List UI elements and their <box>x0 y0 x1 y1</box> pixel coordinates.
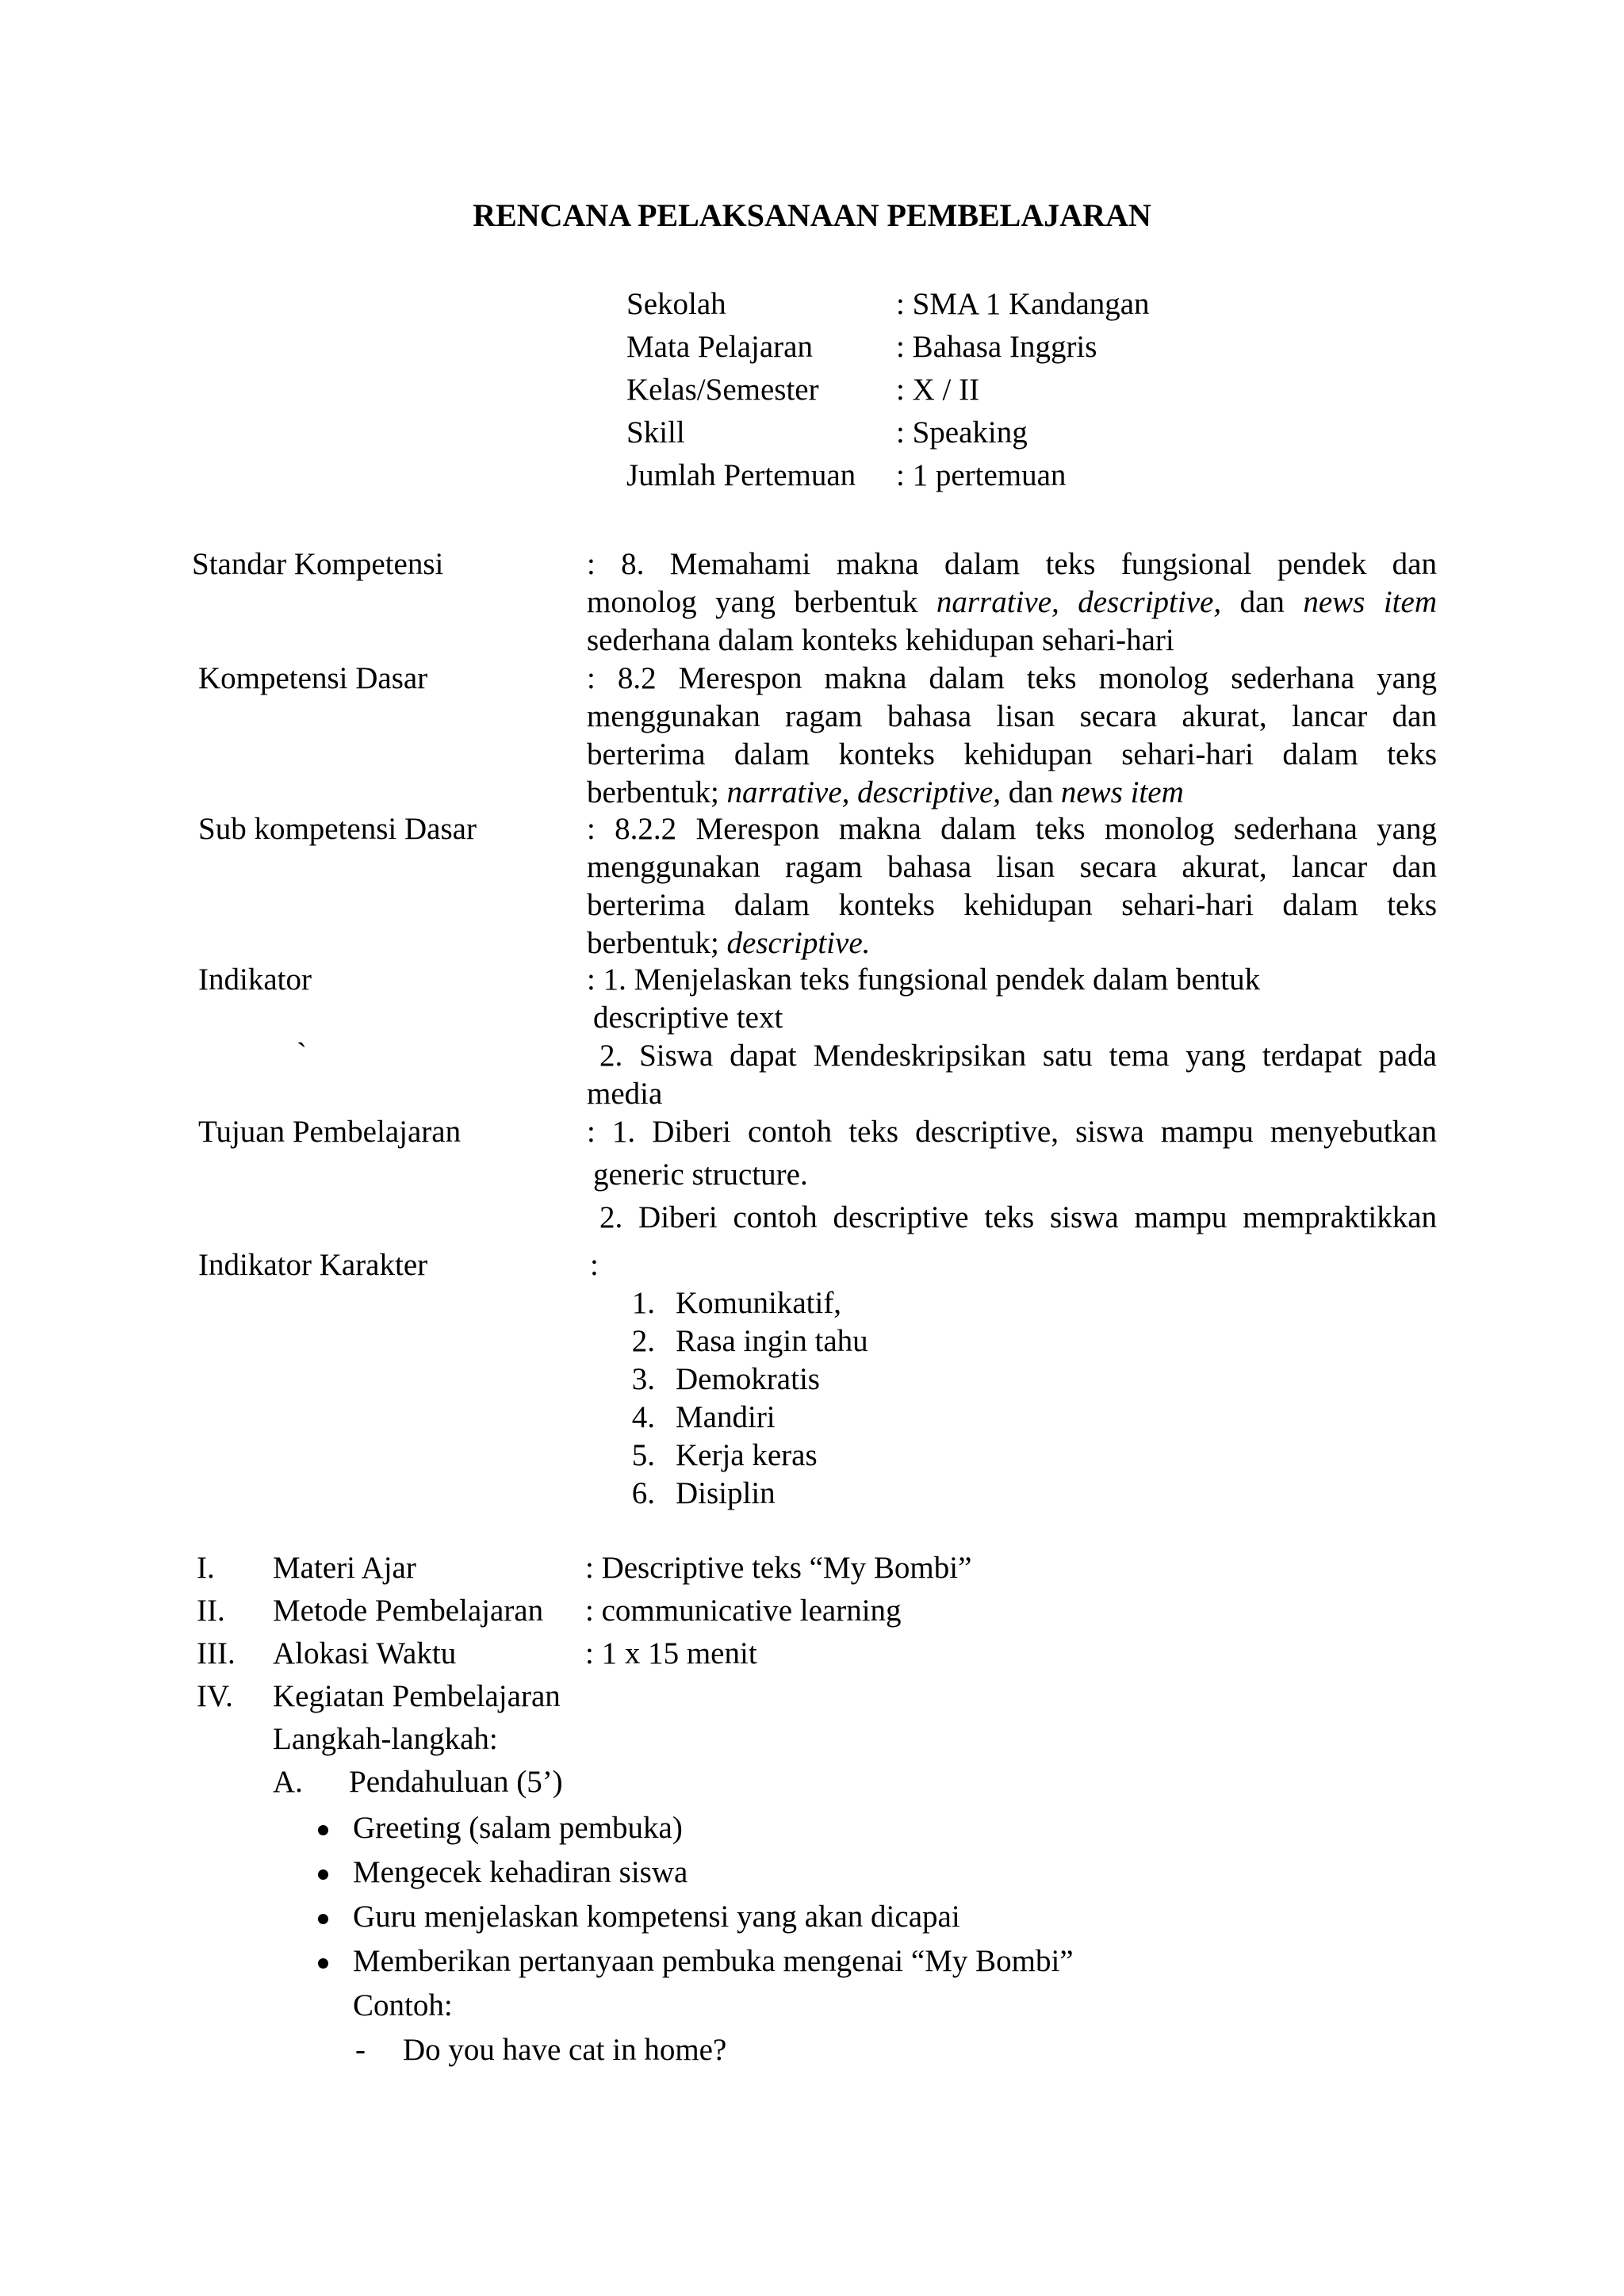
bullet-icon <box>318 1825 328 1835</box>
pendahuluan-letter: A. <box>273 1765 303 1799</box>
list-number: 5. <box>631 1438 655 1472</box>
italic-span: news item <box>1303 585 1437 619</box>
kompetensi-dasar-text <box>587 660 1437 812</box>
list-number: 2. <box>631 1324 655 1358</box>
info-value: : SMA 1 Kandangan <box>896 287 1150 321</box>
text-line: : 1. Diberi contoh teks descriptive, siswa mampu menyebutkan <box>587 1115 1437 1149</box>
section-alokasi-waktu <box>197 1635 1545 1678</box>
pendahuluan-heading: Pendahuluan (5’) <box>349 1765 563 1799</box>
info-value: : Bahasa Inggris <box>896 330 1097 364</box>
section-title: Materi Ajar <box>273 1551 416 1585</box>
info-label: Skill <box>626 415 685 450</box>
sub-kompetensi-text <box>587 810 1437 962</box>
text-line: 2. Siswa dapat Mendeskripsikan satu tema yang terdapat pada <box>599 1039 1437 1073</box>
info-value: : X / II <box>896 373 980 407</box>
italic-span: descriptive. <box>726 926 871 960</box>
text-line <box>587 774 1437 812</box>
bullet-icon <box>318 1958 328 1969</box>
karakter-colon: : <box>590 1248 599 1282</box>
list-item <box>603 1284 920 1322</box>
section-value: : 1 x 15 menit <box>585 1636 757 1670</box>
italic-span: news item <box>1060 775 1184 809</box>
example-question: Do you have cat in home? <box>403 2033 727 2067</box>
list-item <box>603 1360 920 1399</box>
tujuan-label: Tujuan Pembelajaran <box>198 1115 462 1149</box>
list-text: Disiplin <box>676 1476 776 1510</box>
backtick-mark: ` <box>297 1037 307 1071</box>
list-item <box>603 1437 920 1475</box>
info-label: Mata Pelajaran <box>626 330 813 364</box>
section-number: IV. <box>197 1679 233 1713</box>
bullet-text: Greeting (salam pembuka) <box>353 1811 683 1845</box>
section-title: Kegiatan Pembelajaran <box>273 1679 561 1713</box>
text-span: berbentuk; <box>587 926 727 960</box>
indikator-karakter-label: Indikator Karakter <box>198 1248 428 1282</box>
text-line <box>587 584 1437 622</box>
section-title: Alokasi Waktu <box>273 1636 457 1670</box>
italic-span: narrative, descriptive, <box>936 585 1222 619</box>
text-line: : 8.2.2 Merespon makna dalam teks monolog sederhana yang <box>587 812 1437 846</box>
kompetensi-dasar-label: Kompetensi Dasar <box>198 661 428 695</box>
section-metode <box>197 1592 1545 1635</box>
text-line: : 1. Menjelaskan teks fungsional pendek dalam bentuk <box>587 962 1261 997</box>
list-number: 1. <box>631 1286 655 1320</box>
text-line: berterima dalam konteks kehidupan sehari-hari dalam teks <box>587 737 1437 771</box>
list-text: Komunikatif, <box>676 1286 842 1320</box>
list-item <box>603 1399 920 1437</box>
info-label: Sekolah <box>626 287 726 321</box>
dash-icon: - <box>355 2033 366 2067</box>
text-span: monolog yang berbentuk <box>587 585 936 619</box>
text-span: dan <box>1001 775 1061 809</box>
text-line: : 8. Memahami makna dalam teks fungsional pendek dan <box>587 547 1437 581</box>
text-span: berbentuk; <box>587 775 727 809</box>
text-line: generic structure. <box>593 1158 808 1192</box>
standar-kompetensi-label: Standar Kompetensi <box>192 547 444 581</box>
text-line: : 8.2 Merespon makna dalam teks monolog sederhana yang <box>587 661 1437 695</box>
info-label: Kelas/Semester <box>626 373 819 407</box>
section-value: : Descriptive teks “My Bombi” <box>585 1551 972 1585</box>
list-text: Demokratis <box>676 1362 820 1396</box>
text-line: menggunakan ragam bahasa lisan secara akurat, lancar dan <box>587 699 1437 733</box>
list-number: 3. <box>631 1362 655 1396</box>
list-number: 4. <box>631 1400 655 1434</box>
contoh-label: Contoh: <box>353 1988 453 2022</box>
info-value: : 1 pertemuan <box>896 458 1067 492</box>
text-line <box>587 924 1437 962</box>
karakter-list <box>603 1284 920 1513</box>
indikator-label: Indikator <box>198 962 312 997</box>
bullet-icon <box>318 1869 328 1880</box>
section-number: III. <box>197 1636 236 1670</box>
bullet-text: Mengecek kehadiran siswa <box>353 1855 688 1889</box>
text-line: berterima dalam konteks kehidupan sehari-hari dalam teks <box>587 888 1437 922</box>
section-kegiatan <box>197 1678 1545 1720</box>
text-line: menggunakan ragam bahasa lisan secara akurat, lancar dan <box>587 850 1437 884</box>
list-text: Mandiri <box>676 1400 776 1434</box>
list-text: Rasa ingin tahu <box>676 1324 868 1358</box>
text-span: dan <box>1221 585 1304 619</box>
text-line: 2. Diberi contoh descriptive teks siswa mampu mempraktikkan <box>599 1200 1437 1234</box>
text-line: sederhana dalam konteks kehidupan sehari-hari <box>587 623 1174 657</box>
text-line: descriptive text <box>593 1001 783 1035</box>
list-item <box>603 1475 920 1513</box>
section-number: I. <box>197 1551 215 1585</box>
tujuan-text <box>587 1113 1437 1237</box>
info-value: : Speaking <box>896 415 1028 450</box>
list-text: Kerja keras <box>676 1438 818 1472</box>
section-materi-ajar <box>197 1549 1545 1592</box>
sub-kompetensi-label: Sub kompetensi Dasar <box>198 812 477 846</box>
bullet-icon <box>318 1914 328 1924</box>
text-line: media <box>587 1077 663 1111</box>
standar-kompetensi-text <box>587 545 1437 660</box>
section-value: : communicative learning <box>585 1594 902 1628</box>
page-title: RENCANA PELAKSANAAN PEMBELAJARAN <box>473 197 1151 233</box>
info-label: Jumlah Pertemuan <box>626 458 856 492</box>
section-title: Metode Pembelajaran <box>273 1594 544 1628</box>
italic-span: narrative, descriptive, <box>726 775 1002 809</box>
indikator-text <box>587 961 1437 1113</box>
langkah-heading: Langkah-langkah: <box>273 1722 498 1756</box>
list-number: 6. <box>631 1476 655 1510</box>
list-item <box>603 1322 920 1360</box>
section-number: II. <box>197 1594 225 1628</box>
bullet-text: Memberikan pertanyaan pembuka mengenai “My Bombi” <box>353 1944 1074 1978</box>
bullet-text: Guru menjelaskan kompetensi yang akan dicapai <box>353 1900 960 1934</box>
